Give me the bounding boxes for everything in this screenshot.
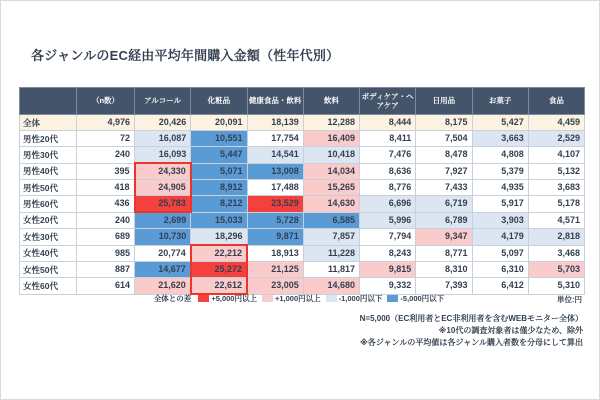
value-cell: 14,680 bbox=[303, 278, 359, 295]
value-cell: 8,776 bbox=[360, 180, 416, 196]
value-cell: 7,857 bbox=[303, 229, 359, 246]
value-cell: 6,585 bbox=[303, 212, 359, 229]
n-count-cell: 418 bbox=[77, 180, 135, 196]
value-cell: 8,771 bbox=[416, 245, 472, 262]
value-cell: 8,912 bbox=[191, 180, 247, 196]
row-label: 女性60代 bbox=[20, 278, 77, 295]
value-cell: 8,212 bbox=[191, 196, 247, 213]
value-cell: 7,794 bbox=[360, 229, 416, 246]
row-label: 男性20代 bbox=[20, 131, 77, 147]
value-cell: 12,288 bbox=[303, 115, 359, 131]
footnotes bbox=[360, 313, 583, 349]
legend-item bbox=[198, 293, 257, 304]
page-title: 各ジャンルのEC経由平均年間購入金額（性年代別） bbox=[31, 48, 340, 63]
value-cell: 18,139 bbox=[247, 115, 303, 131]
value-cell: 20,426 bbox=[135, 115, 191, 131]
value-cell: 3,468 bbox=[528, 245, 584, 262]
column-header: ボディケア・ヘアケア bbox=[360, 88, 416, 115]
value-cell: 21,620 bbox=[135, 278, 191, 295]
value-cell: 25,272 bbox=[191, 262, 247, 278]
row-label: 女性40代 bbox=[20, 245, 77, 262]
value-cell: 8,636 bbox=[360, 163, 416, 180]
value-cell: 14,630 bbox=[303, 196, 359, 213]
value-cell: 8,175 bbox=[416, 115, 472, 131]
value-cell: 23,005 bbox=[247, 278, 303, 295]
value-cell: 14,541 bbox=[247, 147, 303, 164]
legend bbox=[19, 293, 584, 305]
value-cell: 4,459 bbox=[528, 115, 584, 131]
value-cell: 5,917 bbox=[472, 196, 528, 213]
table-row bbox=[20, 131, 585, 147]
value-cell: 5,427 bbox=[472, 115, 528, 131]
column-header: 食品 bbox=[528, 88, 584, 115]
table-row bbox=[20, 278, 585, 295]
row-label: 全体 bbox=[20, 115, 77, 131]
legend-item-label: +5,000円以上 bbox=[211, 294, 257, 303]
n-count-cell: 689 bbox=[77, 229, 135, 246]
value-cell: 4,935 bbox=[472, 180, 528, 196]
column-header: アルコール bbox=[135, 88, 191, 115]
legend-swatch-icon bbox=[387, 295, 398, 302]
row-label: 女性30代 bbox=[20, 229, 77, 246]
value-cell: 9,815 bbox=[360, 262, 416, 278]
value-cell: 8,478 bbox=[416, 147, 472, 164]
value-cell: 6,789 bbox=[416, 212, 472, 229]
value-cell: 5,447 bbox=[191, 147, 247, 164]
legend-item bbox=[387, 293, 444, 304]
n-count-cell: 436 bbox=[77, 196, 135, 213]
n-count-cell: 240 bbox=[77, 147, 135, 164]
legend-item bbox=[326, 293, 383, 304]
table-row bbox=[20, 212, 585, 229]
table-row bbox=[20, 196, 585, 213]
legend-swatch-icon bbox=[326, 295, 337, 302]
value-cell: 2,529 bbox=[528, 131, 584, 147]
n-count-cell: 4,976 bbox=[77, 115, 135, 131]
legend-swatch-icon bbox=[262, 295, 273, 302]
value-cell: 11,817 bbox=[303, 262, 359, 278]
value-cell: 5,728 bbox=[247, 212, 303, 229]
legend-item-label: -1,000円以下 bbox=[338, 294, 383, 303]
n-count-cell: 395 bbox=[77, 163, 135, 180]
value-cell: 4,808 bbox=[472, 147, 528, 164]
value-cell: 5,310 bbox=[528, 278, 584, 295]
value-cell: 4,179 bbox=[472, 229, 528, 246]
value-cell: 9,871 bbox=[247, 229, 303, 246]
value-cell: 7,393 bbox=[416, 278, 472, 295]
row-label: 男性40代 bbox=[20, 163, 77, 180]
value-cell: 20,774 bbox=[135, 245, 191, 262]
value-cell: 5,071 bbox=[191, 163, 247, 180]
value-cell: 5,703 bbox=[528, 262, 584, 278]
value-cell: 6,310 bbox=[472, 262, 528, 278]
value-cell: 5,178 bbox=[528, 196, 584, 213]
value-cell: 15,265 bbox=[303, 180, 359, 196]
value-cell: 15,033 bbox=[191, 212, 247, 229]
footnote: N=5,000（EC利用者とEC非利用者を含むWEBモニター全体） bbox=[359, 314, 583, 323]
value-cell: 22,212 bbox=[191, 245, 247, 262]
value-cell: 9,332 bbox=[360, 278, 416, 295]
legend-item bbox=[262, 293, 321, 304]
value-cell: 9,347 bbox=[416, 229, 472, 246]
unit-label: 単位:円 bbox=[557, 295, 582, 304]
n-count-cell: 240 bbox=[77, 212, 135, 229]
value-cell: 7,927 bbox=[416, 163, 472, 180]
value-cell: 17,754 bbox=[247, 131, 303, 147]
table-row bbox=[20, 115, 585, 131]
value-cell: 18,296 bbox=[191, 229, 247, 246]
value-cell: 10,551 bbox=[191, 131, 247, 147]
row-label: 女性50代 bbox=[20, 262, 77, 278]
value-cell: 7,504 bbox=[416, 131, 472, 147]
value-cell: 22,612 bbox=[191, 278, 247, 295]
column-header: 日用品 bbox=[416, 88, 472, 115]
value-cell: 3,903 bbox=[472, 212, 528, 229]
row-label: 男性30代 bbox=[20, 147, 77, 164]
column-header: （n数） bbox=[77, 88, 135, 115]
value-cell: 10,418 bbox=[303, 147, 359, 164]
value-cell: 17,488 bbox=[247, 180, 303, 196]
value-cell: 8,444 bbox=[360, 115, 416, 131]
value-cell: 24,905 bbox=[135, 180, 191, 196]
value-cell: 16,093 bbox=[135, 147, 191, 164]
value-cell: 16,087 bbox=[135, 131, 191, 147]
value-cell: 21,125 bbox=[247, 262, 303, 278]
value-cell: 24,330 bbox=[135, 163, 191, 180]
table-row bbox=[20, 147, 585, 164]
value-cell: 2,818 bbox=[528, 229, 584, 246]
row-label: 男性60代 bbox=[20, 196, 77, 213]
value-cell: 14,034 bbox=[303, 163, 359, 180]
value-cell: 23,529 bbox=[247, 196, 303, 213]
value-cell: 18,913 bbox=[247, 245, 303, 262]
legend-title: 全体との差 bbox=[153, 294, 192, 303]
row-label: 女性20代 bbox=[20, 212, 77, 229]
value-cell: 25,783 bbox=[135, 196, 191, 213]
footnote: ※各ジャンルの平均値は各ジャンル購入者数を分母にして算出 bbox=[359, 338, 583, 347]
footnote: ※10代の調査対象者は僅少なため、除外 bbox=[438, 326, 583, 335]
n-count-cell: 985 bbox=[77, 245, 135, 262]
value-cell: 11,228 bbox=[303, 245, 359, 262]
table-row bbox=[20, 180, 585, 196]
value-cell: 7,476 bbox=[360, 147, 416, 164]
value-cell: 4,107 bbox=[528, 147, 584, 164]
row-label: 男性50代 bbox=[20, 180, 77, 196]
value-cell: 16,409 bbox=[303, 131, 359, 147]
value-cell: 4,571 bbox=[528, 212, 584, 229]
value-cell: 8,310 bbox=[416, 262, 472, 278]
column-header: 健康食品・飲料 bbox=[247, 88, 303, 115]
column-header: 化粧品 bbox=[191, 88, 247, 115]
value-cell: 20,091 bbox=[191, 115, 247, 131]
value-cell: 5,996 bbox=[360, 212, 416, 229]
value-cell: 10,730 bbox=[135, 229, 191, 246]
value-cell: 3,663 bbox=[472, 131, 528, 147]
value-cell: 5,379 bbox=[472, 163, 528, 180]
table-row bbox=[20, 163, 585, 180]
value-cell: 5,132 bbox=[528, 163, 584, 180]
column-header: 飲料 bbox=[303, 88, 359, 115]
legend-swatch-icon bbox=[198, 295, 209, 302]
value-cell: 14,677 bbox=[135, 262, 191, 278]
legend-item-label: +1,000円以上 bbox=[274, 294, 321, 303]
value-cell: 7,433 bbox=[416, 180, 472, 196]
n-count-cell: 614 bbox=[77, 278, 135, 295]
table-row bbox=[20, 229, 585, 246]
value-cell: 8,243 bbox=[360, 245, 416, 262]
value-cell: 6,696 bbox=[360, 196, 416, 213]
value-cell: 6,719 bbox=[416, 196, 472, 213]
table-row bbox=[20, 262, 585, 278]
column-header: お菓子 bbox=[472, 88, 528, 115]
corner-cell bbox=[20, 88, 77, 115]
value-cell: 6,412 bbox=[472, 278, 528, 295]
value-cell: 5,097 bbox=[472, 245, 528, 262]
table-header-row bbox=[20, 88, 585, 115]
value-cell: 2,699 bbox=[135, 212, 191, 229]
value-cell: 3,683 bbox=[528, 180, 584, 196]
table-row bbox=[20, 245, 585, 262]
n-count-cell: 72 bbox=[77, 131, 135, 147]
value-cell: 8,411 bbox=[360, 131, 416, 147]
n-count-cell: 887 bbox=[77, 262, 135, 278]
value-cell: 13,008 bbox=[247, 163, 303, 180]
data-table bbox=[19, 87, 585, 295]
legend-item-label: -5,000円以下 bbox=[400, 294, 445, 303]
